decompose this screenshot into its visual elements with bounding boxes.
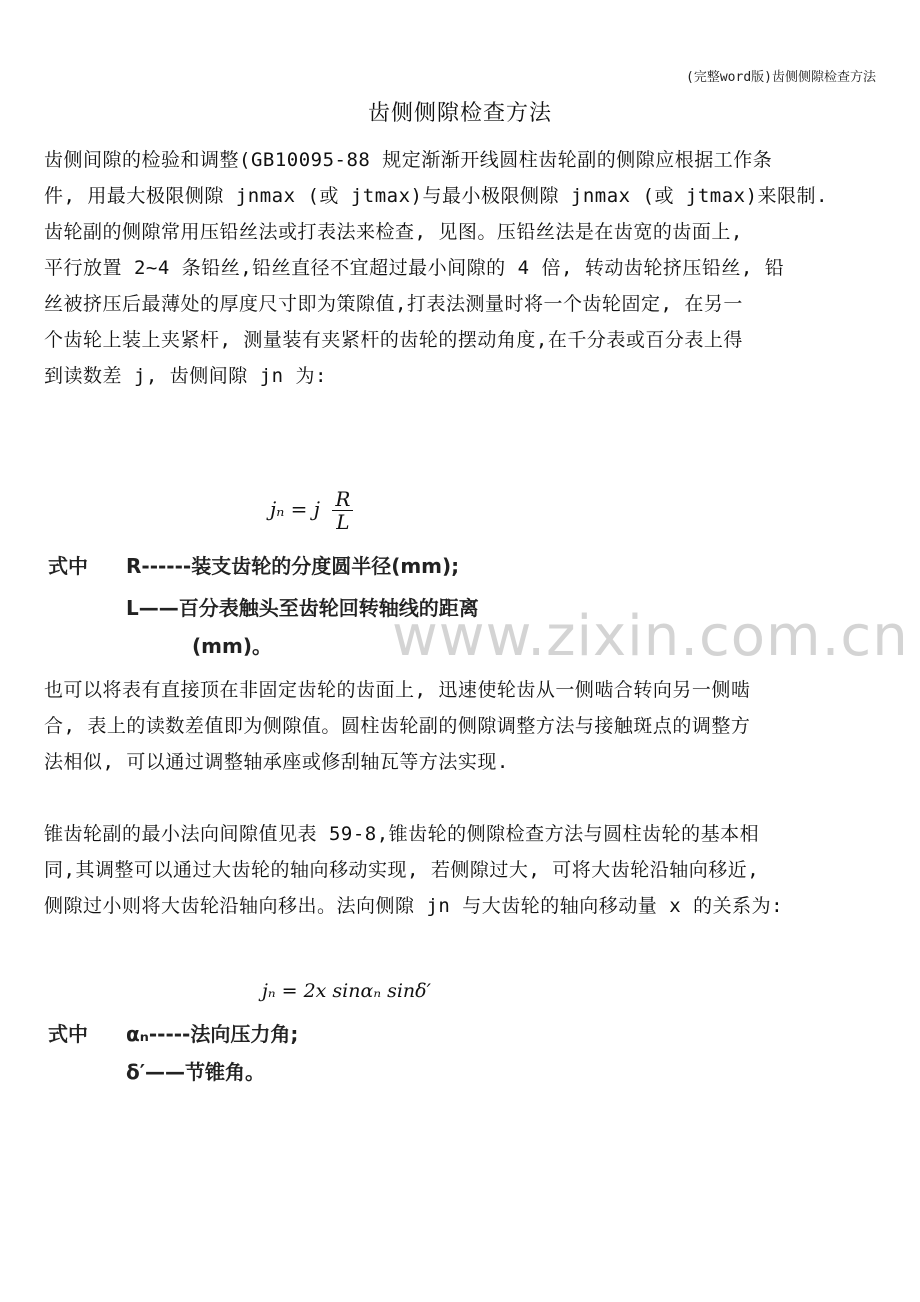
document-title: 齿侧侧隙检查方法	[367, 101, 552, 126]
text-line: 合, 表上的读数差值即为侧隙值。圆柱齿轮副的侧隙调整方法与接触斑点的调整方	[44, 715, 751, 737]
where-label: 式中	[48, 554, 88, 578]
definition-l-unit: (mm)。	[192, 634, 272, 658]
definition-l: L——百分表触头至齿轮回转轴线的距离	[126, 596, 479, 620]
paragraph-direct-dial	[44, 672, 884, 780]
formula-bevel-backlash: jₙ = 2x sinαₙ sinδ′	[262, 980, 431, 1002]
definition-r: R------装支齿轮的分度圆半径(mm);	[126, 554, 460, 578]
text-line: 齿轮副的侧隙常用压铅丝法或打表法来检查, 见图。压铅丝法是在齿宽的齿面上,	[44, 221, 743, 243]
text-line: 也可以将表有直接顶在非固定齿轮的齿面上, 迅速使轮齿从一侧啮合转向另一侧啮	[44, 679, 751, 701]
formula-jn-ratio	[270, 488, 353, 533]
definition-delta: δ′——节锥角。	[126, 1060, 266, 1084]
text-line: 到读数差 j, 齿侧间隙 jn 为:	[44, 365, 327, 387]
fraction-denominator: L	[336, 510, 350, 534]
formula-lhs: jₙ = j	[270, 497, 320, 521]
watermark: www.zixin.com.cn	[392, 604, 909, 669]
fraction	[332, 488, 353, 533]
text-line: 法相似, 可以通过调整轴承座或修刮轴瓦等方法实现.	[44, 751, 509, 773]
text-line: 齿侧间隙的检验和调整(GB10095-88 规定渐渐开线圆柱齿轮副的侧隙应根据工作条	[44, 149, 773, 171]
fraction-numerator: R	[332, 488, 353, 511]
text-line: 平行放置 2~4 条铅丝,铅丝直径不宜超过最小间隙的 4 倍, 转动齿轮挤压铅丝, 铅	[44, 257, 785, 279]
page-header: (完整word版)齿侧侧隙检查方法	[686, 70, 876, 85]
text-line: 丝被挤压后最薄处的厚度尺寸即为策隙值,打表法测量时将一个齿轮固定, 在另一	[44, 293, 743, 315]
text-line: 个齿轮上装上夹紧杆, 测量装有夹紧杆的齿轮的摆动角度,在千分表或百分表上得	[44, 329, 743, 351]
paragraph-bevel-gear	[44, 816, 884, 924]
paragraph-backlash-inspection	[44, 142, 884, 394]
text-line: 侧隙过小则将大齿轮沿轴向移出。法向侧隙 jn 与大齿轮的轴向移动量 x 的关系为:	[44, 895, 784, 917]
text-line: 锥齿轮副的最小法向间隙值见表 59-8,锥齿轮的侧隙检查方法与圆柱齿轮的基本相	[44, 823, 760, 845]
where-label: 式中	[48, 1022, 88, 1046]
definition-alpha: αₙ-----法向压力角;	[126, 1022, 299, 1046]
text-line: 同,其调整可以通过大齿轮的轴向移动实现, 若侧隙过大, 可将大齿轮沿轴向移近,	[44, 859, 760, 881]
text-line: 件, 用最大极限侧隙 jnmax (或 jtmax)与最小极限侧隙 jnmax (或 jtmax)来限制.	[44, 185, 828, 207]
